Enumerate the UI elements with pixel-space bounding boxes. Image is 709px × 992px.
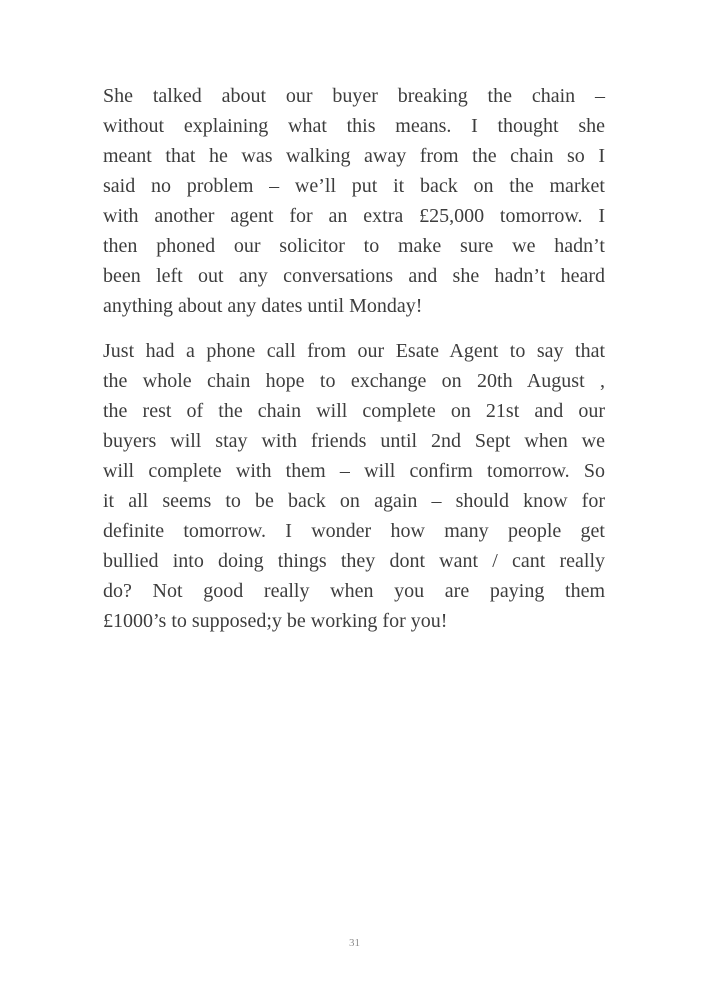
text-line: the whole chain hope to exchange on 20th August , [103, 370, 605, 392]
text-line: it all seems to be back on again – should know for [103, 490, 605, 512]
text-line: the rest of the chain will complete on 21st and our [103, 400, 605, 422]
text-line: said no problem – we’ll put it back on the market [103, 175, 605, 197]
text-line: bullied into doing things they dont want / cant really [103, 550, 605, 572]
text-line: will complete with them – will confirm tomorrow. So [103, 460, 605, 482]
text-line: She talked about our buyer breaking the chain – [103, 85, 605, 107]
text-line: without explaining what this means. I thought she [103, 115, 605, 137]
text-line: anything about any dates until Monday! [103, 295, 423, 317]
page-number: 31 [349, 937, 360, 949]
text-line: do? Not good really when you are paying them [103, 580, 605, 602]
paragraph-1 [103, 81, 605, 321]
text-line: buyers will stay with friends until 2nd Sept when we [103, 430, 605, 452]
page-text [103, 81, 605, 651]
text-line: definite tomorrow. I wonder how many people get [103, 520, 605, 542]
text-line: with another agent for an extra £25,000 tomorrow. I [103, 205, 605, 227]
text-line: Just had a phone call from our Esate Agent to say that [103, 340, 605, 362]
text-line: then phoned our solicitor to make sure we hadn’t [103, 235, 605, 257]
paragraph-2 [103, 336, 605, 636]
text-line: £1000’s to supposed;y be working for you! [103, 610, 448, 632]
text-line: meant that he was walking away from the chain so I [103, 145, 605, 167]
text-line: been left out any conversations and she hadn’t heard [103, 265, 605, 287]
